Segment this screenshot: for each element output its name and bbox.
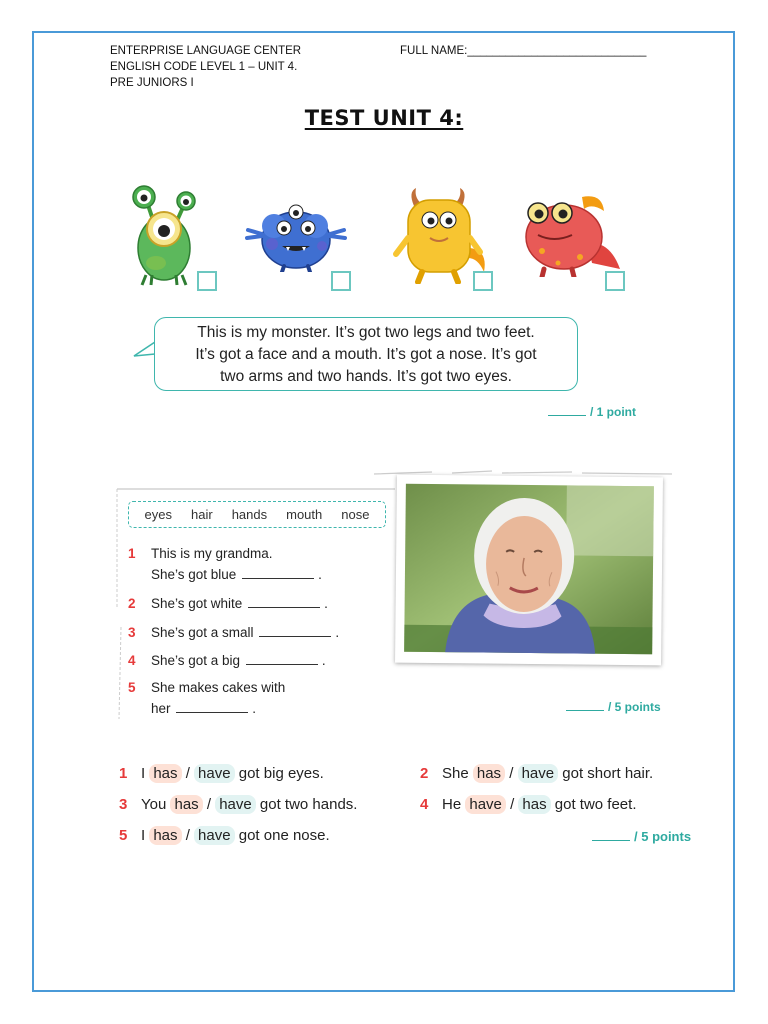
school-name: ENTERPRISE LANGUAGE CENTER: [110, 45, 302, 57]
exercise2-item-4: 4 She’s got a big .: [128, 650, 326, 671]
option-have[interactable]: have: [194, 826, 235, 845]
grandma-photo: [395, 475, 663, 666]
exercise2-score: / 5 points: [566, 700, 661, 714]
page-title: TEST UNIT 4:: [304, 106, 464, 130]
answer-blank[interactable]: [176, 698, 248, 713]
monster-description: This is my monster. It’s got two legs and two feet. It’s got a face and a mouth. It’s got a nose. It’s got two arms and two hands. It’s got two eyes.: [195, 324, 537, 385]
option-have[interactable]: have: [194, 764, 235, 783]
word-bank-item: nose: [341, 507, 370, 522]
word-bank-item: eyes: [144, 507, 172, 522]
monster-checkbox-1[interactable]: [197, 271, 217, 291]
header-school-info: [110, 43, 301, 91]
exercise2-item-3: 3 She’s got a small .: [128, 622, 339, 643]
option-have[interactable]: have: [215, 795, 256, 814]
exercise3-item-4: 4 He have / has got two feet.: [420, 796, 637, 813]
option-have[interactable]: have: [518, 764, 559, 783]
word-bank-item: mouth: [286, 507, 323, 522]
exercise3-item-1: 1 I has / have got big eyes.: [119, 765, 324, 782]
word-bank: [128, 501, 386, 528]
exercise1-score: / 1 point: [548, 405, 636, 419]
course-name: ENGLISH CODE LEVEL 1 – UNIT 4.: [110, 61, 298, 73]
full-name-blank[interactable]: ____________________________: [467, 45, 647, 57]
word-bank-item: hands: [231, 507, 268, 522]
exercise2-item-2: 2 She’s got white .: [128, 593, 328, 614]
yellow-monster-image: [392, 188, 488, 284]
answer-blank[interactable]: [248, 593, 320, 608]
green-monster-image: [126, 183, 202, 289]
word-bank-item: hair: [190, 507, 213, 522]
monster-checkbox-3[interactable]: [473, 271, 493, 291]
exercise3-item-5: 5 I has / have got one nose.: [119, 827, 330, 844]
option-has[interactable]: has: [518, 795, 550, 814]
answer-blank[interactable]: [242, 564, 314, 579]
full-name-label: FULL NAME:: [400, 45, 468, 57]
option-has[interactable]: has: [473, 764, 505, 783]
monster-checkbox-2[interactable]: [331, 271, 351, 291]
score-blank[interactable]: [548, 415, 586, 416]
monster-checkbox-4[interactable]: [605, 271, 625, 291]
group-name: PRE JUNIORS I: [110, 77, 194, 89]
answer-blank[interactable]: [246, 650, 318, 665]
exercise3-score: / 5 points: [592, 829, 691, 844]
exercise2-item-1: 1 This is my grandma. She’s got blue .: [128, 546, 322, 582]
score-blank[interactable]: [566, 710, 604, 711]
red-monster-image: [522, 193, 622, 277]
option-has[interactable]: has: [170, 795, 202, 814]
exercise3-item-2: 2 She has / have got short hair.: [420, 765, 654, 782]
score-blank[interactable]: [592, 840, 630, 841]
option-has[interactable]: has: [149, 764, 181, 783]
exercise2-item-5: 5 She makes cakes with her .: [128, 680, 286, 716]
full-name-field[interactable]: [400, 43, 646, 59]
option-has[interactable]: has: [149, 826, 181, 845]
exercise3-item-3: 3 You has / have got two hands.: [119, 796, 358, 813]
answer-blank[interactable]: [259, 622, 331, 637]
blue-monster-image: [244, 200, 348, 272]
option-have[interactable]: have: [465, 795, 506, 814]
